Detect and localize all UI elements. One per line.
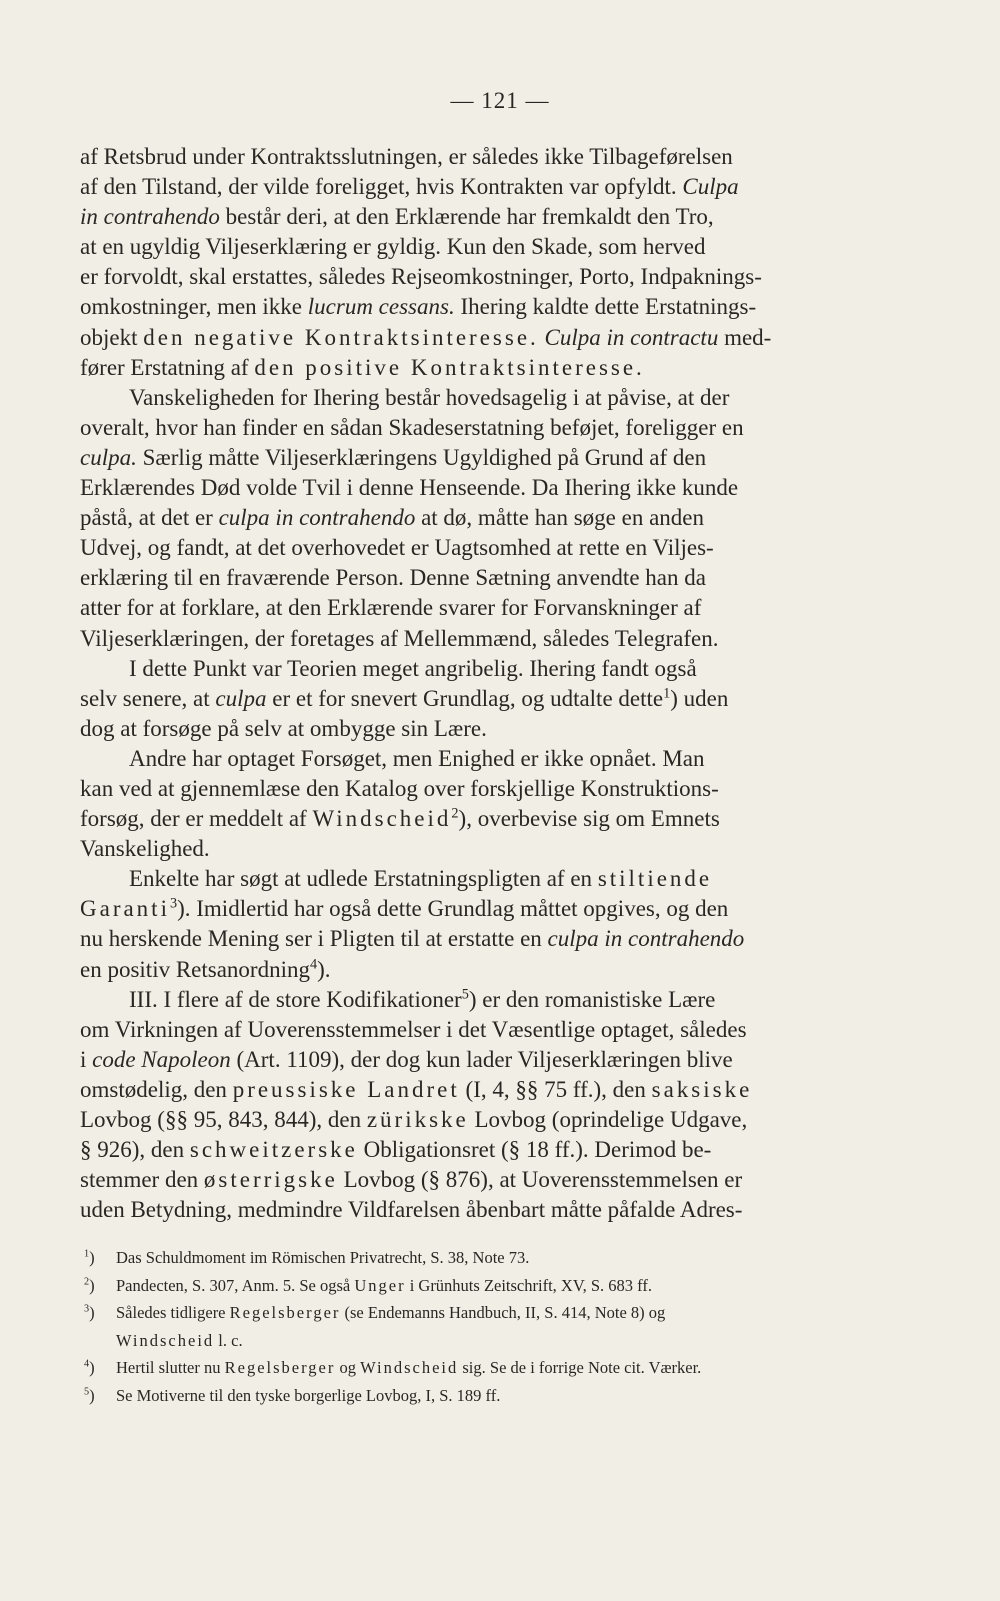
- text-line: omstødelig, den preussiske Landret (I, 4, §§ 75 ff.), den saksiske: [80, 1076, 753, 1102]
- text-line: overalt, hvor han finder en sådan Skadeserstatning beføjet, foreligger en: [80, 414, 744, 440]
- text-line: er forvoldt, skal erstattes, således Rejseomkostninger, Porto, Indpaknings-: [80, 264, 762, 290]
- text-line: af den Tilstand, der vilde foreligget, hvis Kontrakten var opfyldt. Culpa: [80, 174, 739, 200]
- text-line: kan ved at gjennemlæse den Katalog over forskjellige Konstruktions-: [80, 775, 719, 801]
- text-line: påstå, at det er culpa in contrahendo at dø, måtte han søge en anden: [80, 505, 705, 531]
- text-line: Vanskeligheden for Ihering består hovedsagelig i at påvise, at der: [129, 384, 730, 410]
- footnote: $^2$) Pandecten, S. 307, Anm. 5. Se også Unger i Grünhuts Zeitschrift, XV, S. 683 ff.: [84, 1275, 652, 1295]
- footnotes: [84, 1244, 904, 1409]
- text-line: at en ugyldig Viljeserklæring er gyldig. Kun den Skade, som herved: [80, 234, 706, 260]
- footnote: $^1$) Das Schuldmoment im Römischen Privatrecht, S. 38, Note 73.: [84, 1248, 530, 1267]
- text-line: forsøg, der er meddelt af Windscheid$^2$), overbevise sig om Emnets: [80, 805, 720, 832]
- footnote: $^5$) Se Motiverne til den tyske borgerlige Lovbog, I, S. 189 ff.: [84, 1385, 501, 1405]
- text-line: III. I flere af de store Kodifikationer$^5$) er den romanistiske Lære: [129, 985, 716, 1012]
- text-line: atter for at forklare, at den Erklærende svarer for Forvanskninger af: [80, 595, 702, 621]
- body-text: [80, 142, 900, 1225]
- text-line: Enkelte har søgt at udlede Erstatningspligten af en stiltiende: [129, 866, 713, 892]
- text-line: stemmer den østerrigske Lovbog (§ 876), at Uoverensstemmelsen er: [80, 1167, 743, 1193]
- text-line: Andre har optaget Forsøget, men Enighed er ikke opnået. Man: [129, 745, 705, 771]
- text-line: Udvej, og fandt, at det overhovedet er Uagtsomhed at rette en Viljes-: [80, 535, 714, 561]
- text-line: § 926), den schweitzerske Obligationsret (§ 18 ff.). Derimod be-: [80, 1137, 712, 1163]
- footnote: $^3$) Således tidligere Regelsberger (se Endemanns Handbuch, II, S. 414, Note 8) og: [84, 1303, 666, 1322]
- text-line: in contrahendo består deri, at den Erklærende har fremkaldt den Tro,: [80, 204, 714, 230]
- text-line: Viljeserklæringen, der foretages af Mellemmænd, således Telegrafen.: [80, 625, 719, 651]
- text-line: uden Betydning, medmindre Vildfarelsen åbenbart måtte påfalde Adres-: [80, 1197, 743, 1223]
- text-line: dog at forsøge på selv at ombygge sin Lære.: [80, 715, 487, 741]
- text-line: Vanskelighed.: [80, 836, 210, 862]
- text-line: objekt den negative Kontraktsinteresse. Culpa in contractu med-: [80, 324, 772, 350]
- text-line: en positiv Retsanordning$^4$).: [80, 955, 331, 982]
- text-line: Erklærendes Død volde Tvil i denne Henseende. Da Ihering ikke kunde: [80, 475, 739, 501]
- text-line: Lovbog (§§ 95, 843, 844), den zürikske Lovbog (oprindelige Udgave,: [80, 1107, 748, 1132]
- text-line: i code Napoleon (Art. 1109), der dog kun lader Viljeserklæringen blive: [80, 1046, 733, 1072]
- text-line: om Virkningen af Uoverensstemmelser i det Væsentlige optaget, således: [80, 1016, 747, 1042]
- text-line: fører Erstatning af den positive Kontraktsinteresse.: [80, 354, 645, 380]
- text-line: erklæring til en fraværende Person. Denne Sætning anvendte han da: [80, 565, 706, 591]
- text-line: culpa. Særlig måtte Viljeserklæringens Ugyldighed på Grund af den: [80, 444, 707, 470]
- footnote: $^4$) Hertil slutter nu Regelsberger og Windscheid sig. Se de i forrige Note cit. Værker.: [84, 1358, 702, 1377]
- text-line: I dette Punkt var Teorien meget angribelig. Ihering fandt også: [129, 655, 697, 681]
- text-line: selv senere, at culpa er et for snevert Grundlag, og udtalte dette$^1$) uden: [80, 685, 729, 711]
- text-line: af Retsbrud under Kontraktsslutningen, er således ikke Tilbageførelsen: [80, 144, 733, 169]
- footnote-continuation: Windscheid l. c.: [116, 1330, 243, 1350]
- text-line: omkostninger, men ikke lucrum cessans. Ihering kaldte dette Erstatnings-: [80, 294, 757, 320]
- text-line: Garanti$^3$). Imidlertid har også dette Grundlag måttet opgives, og den: [80, 895, 729, 922]
- text-line: nu herskende Mening ser i Pligten til at erstatte en culpa in contrahendo: [80, 926, 745, 952]
- page-number: — 121 —: [450, 88, 550, 113]
